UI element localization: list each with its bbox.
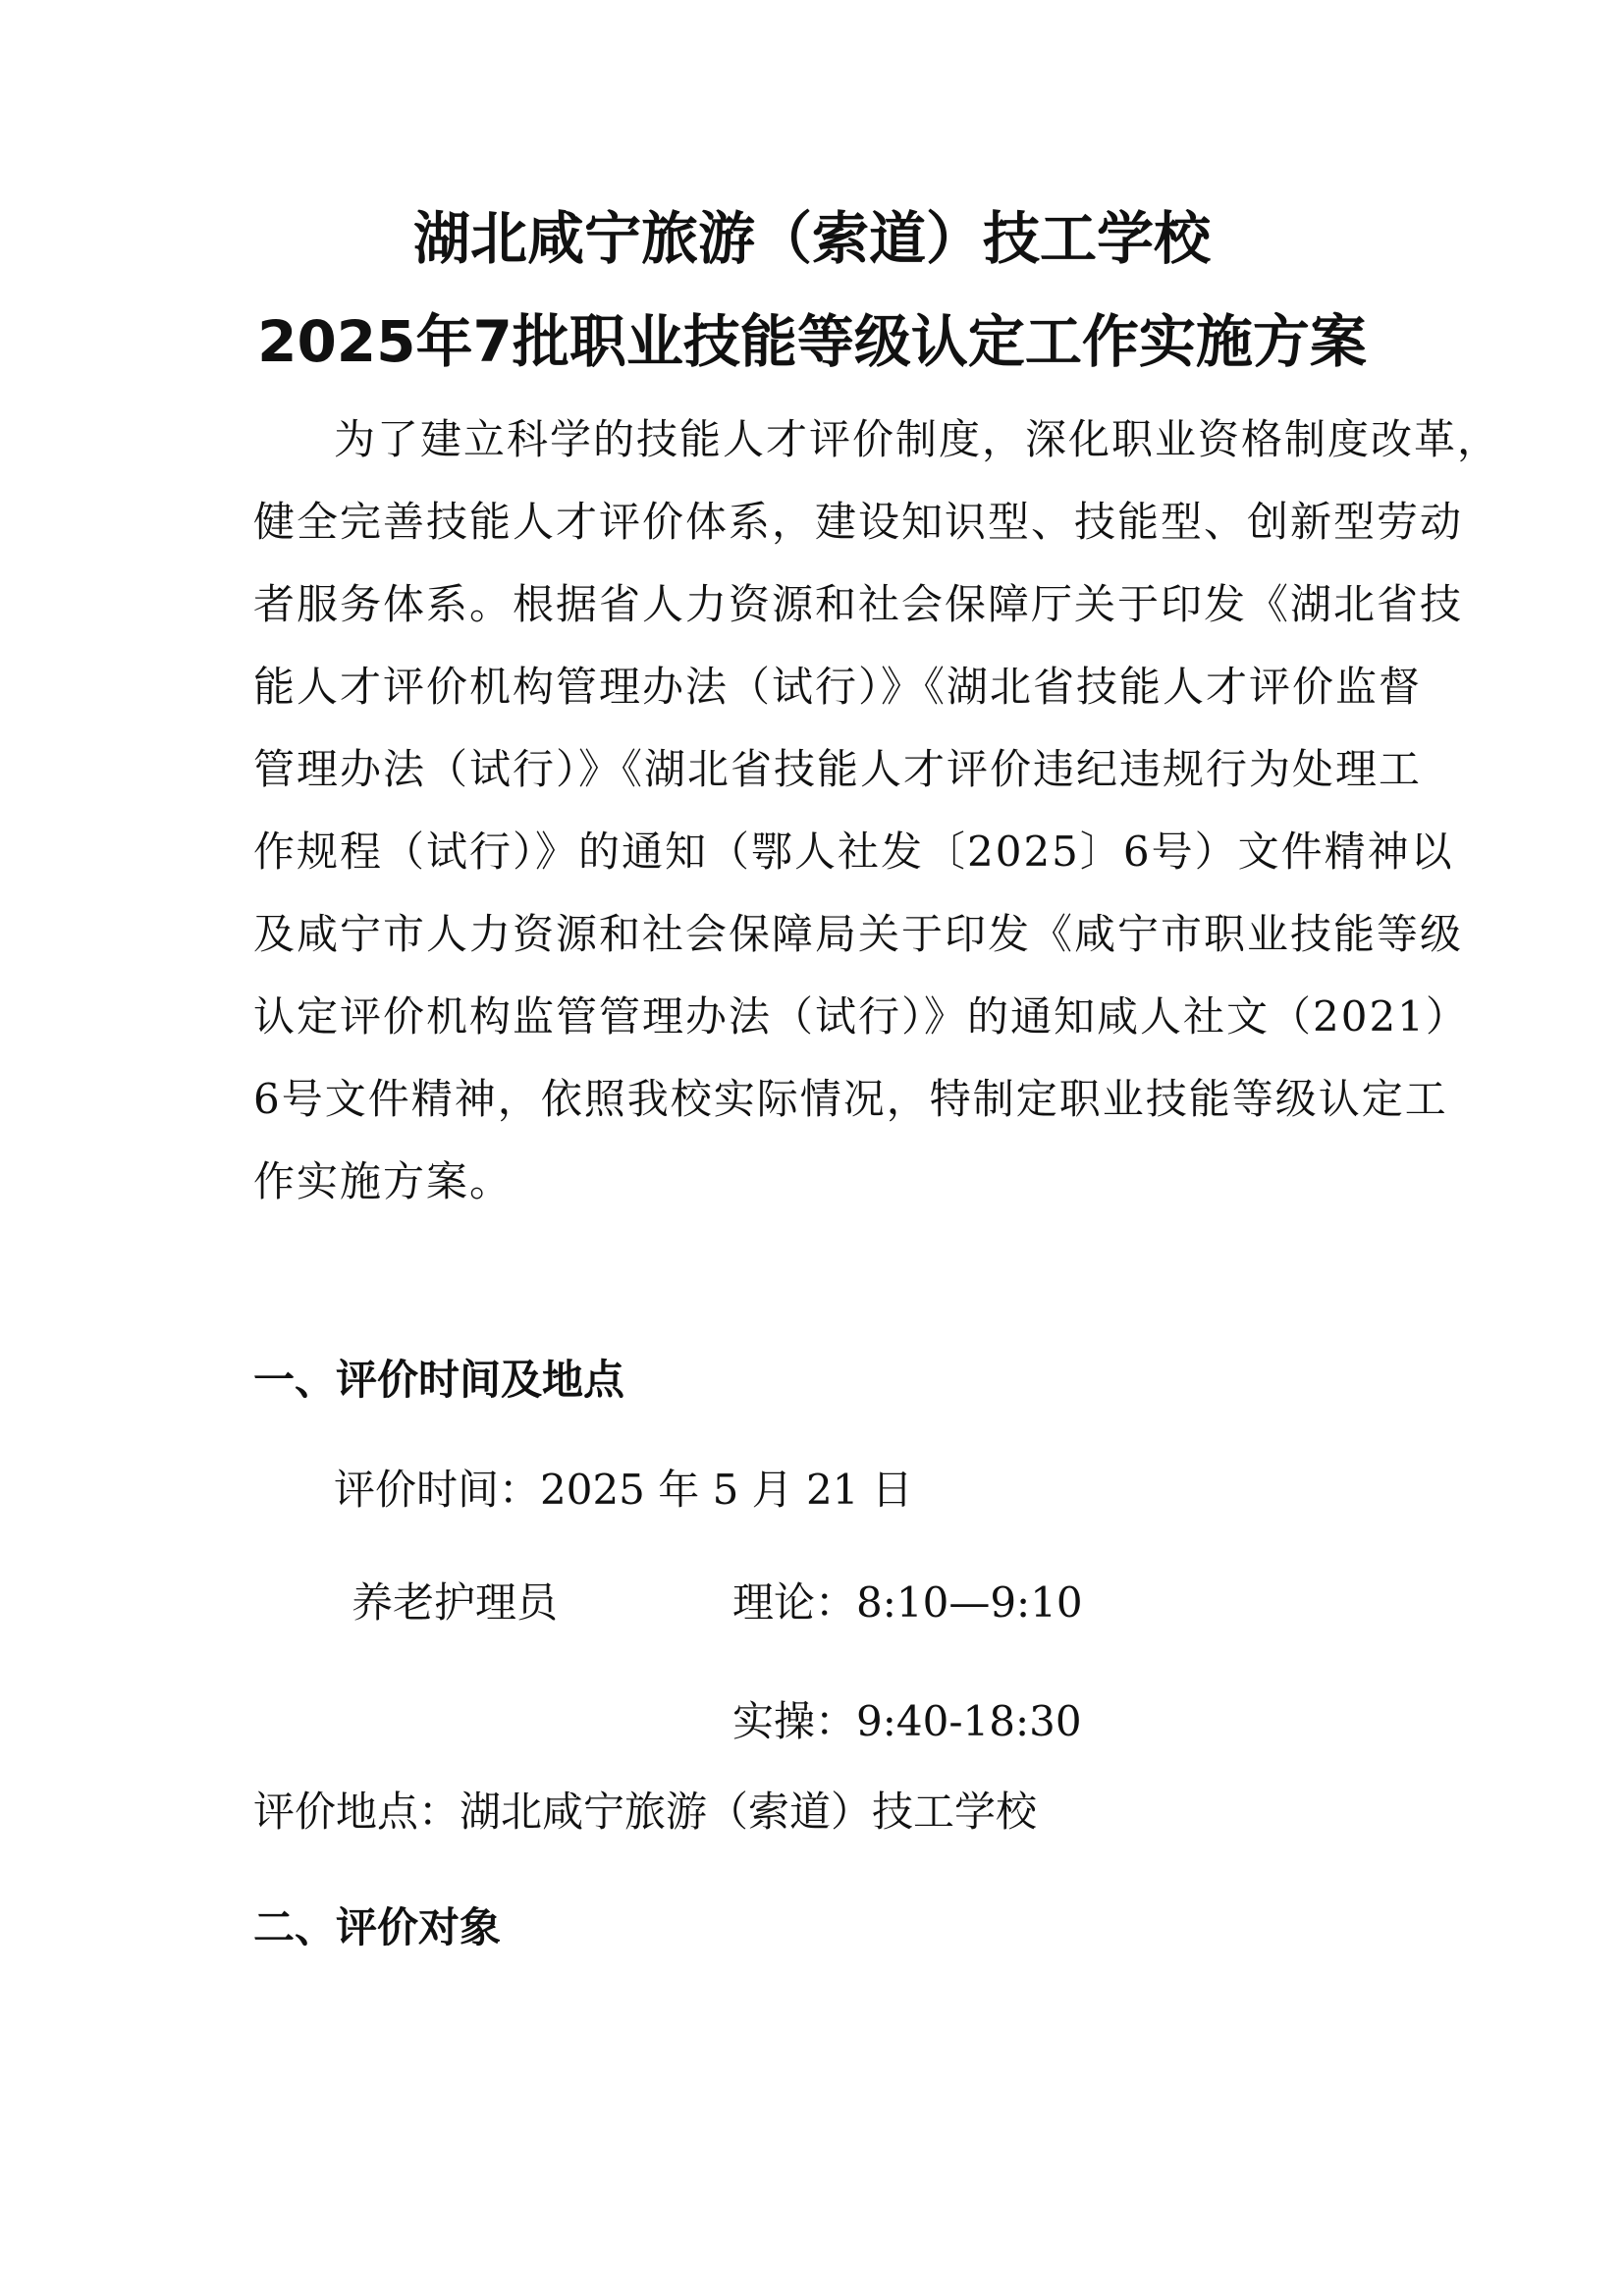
paragraph-line: 管理办法（试行）》《湖北省技能人才评价违纪违规行为处理工 bbox=[253, 745, 1423, 793]
occupation-name: 养老护理员 bbox=[352, 1578, 559, 1627]
paragraph-line: 认定评价机构监管管理办法（试行）》的通知咸人社文（2021） bbox=[253, 992, 1469, 1041]
theory-time: 理论：8:10—9:10 bbox=[732, 1578, 1083, 1627]
practice-time: 实操：9:40-18:30 bbox=[732, 1697, 1082, 1745]
section-2-heading: 二、评价对象 bbox=[253, 1903, 502, 1951]
document-title-line-1: 湖北咸宁旅游（索道）技工学校 bbox=[412, 205, 1211, 272]
section-1-heading: 一、评价时间及地点 bbox=[253, 1356, 625, 1404]
evaluation-time: 评价时间：2025 年 5 月 21 日 bbox=[334, 1466, 913, 1514]
paragraph-line: 作规程（试行）》的通知（鄂人社发〔2025〕6号）文件精神以 bbox=[253, 828, 1454, 876]
document-title-line-2: 2025年7批职业技能等级认定工作实施方案 bbox=[257, 308, 1367, 375]
paragraph-line: 作实施方案。 bbox=[253, 1157, 514, 1205]
paragraph-line: 6号文件精神，依照我校实际情况，特制定职业技能等级认定工 bbox=[253, 1075, 1448, 1123]
paragraph-line: 及咸宁市人力资源和社会保障局关于印发《咸宁市职业技能等级 bbox=[253, 910, 1464, 958]
paragraph-line: 能人才评价机构管理办法（试行）》《湖北省技能人才评价监督 bbox=[253, 663, 1423, 711]
paragraph-line: 为了建立科学的技能人才评价制度，深化职业资格制度改革， bbox=[334, 415, 1501, 463]
evaluation-location: 评价地点：湖北咸宁旅游（索道）技工学校 bbox=[253, 1788, 1038, 1836]
paragraph-line: 健全完善技能人才评价体系，建设知识型、技能型、创新型劳动 bbox=[253, 498, 1464, 546]
paragraph-line: 者服务体系。根据省人力资源和社会保障厅关于印发《湖北省技 bbox=[253, 580, 1464, 628]
